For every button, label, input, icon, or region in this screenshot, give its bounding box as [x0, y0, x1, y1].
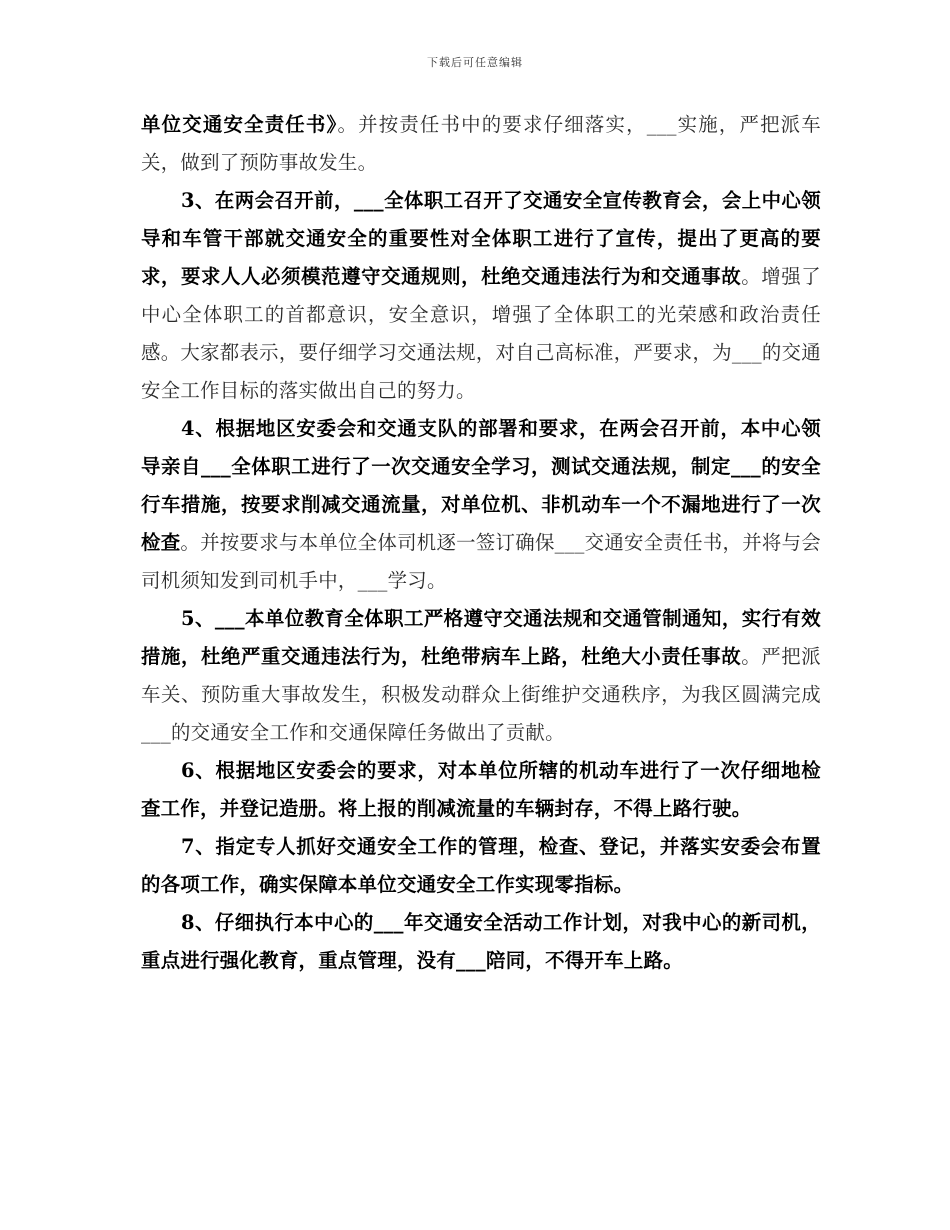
paragraph-continuation: [141, 106, 821, 182]
paragraph-item-5: [141, 600, 821, 752]
bold-text: 4、根据地区安委会和交通支队的部署和要求，在两会召开前，本中心领导亲自___全体职工进行了一次交通安全学习，测试交通法规，制定___的安全行车措施，按要求削减交通流量，对单位机、非机动车一个不漏地进行了一次检查: [141, 417, 821, 554]
paragraph-item-4: [141, 410, 821, 600]
bold-text: 单位交通安全责任书》: [141, 113, 338, 136]
paragraph-item-8: [141, 904, 821, 980]
bold-text: 7、指定专人抓好交通安全工作的管理，检查、登记，并落实安委会布置的各项工作，确实保障本单位交通安全工作实现零指标。: [141, 835, 821, 896]
normal-text: 。严把派车关、预防重大事故发生，积极发动群众上街维护交通秩序，为我区圆满完成___的交通安全工作和交通保障任务做出了贡献。: [141, 645, 821, 744]
paragraph-item-6: [141, 752, 821, 828]
page-header: 下载后可任意编辑: [427, 56, 523, 69]
bold-text: 3、在两会召开前，___全体职工召开了交通安全宣传教育会，会上中心领导和车管干部就交通安全的重要性对全体职工进行了宣传，提出了更高的要求，要求人人必须模范遵守交通规则，杜绝交通违法行为和交通事故: [141, 189, 821, 288]
paragraph-item-7: [141, 828, 821, 904]
document-body: [141, 106, 821, 980]
paragraph-item-3: [141, 182, 821, 410]
bold-text: 5、___本单位教育全体职工严格遵守交通法规和交通管制通知，实行有效措施，杜绝严重交通违法行为，杜绝带病车上路，杜绝大小责任事故: [141, 607, 821, 668]
bold-text: 6、根据地区安委会的要求，对本单位所辖的机动车进行了一次仔细地检查工作，并登记造册。将上报的削减流量的车辆封存，不得上路行驶。: [141, 759, 821, 820]
bold-text: 8、仔细执行本中心的___年交通安全活动工作计划，对我中心的新司机，重点进行强化教育，重点管理，没有___陪同，不得开车上路。: [141, 911, 821, 972]
normal-text: 。并按责任书中的要求仔细落实，___实施，严把派车关，做到了预防事故发生。: [141, 113, 821, 174]
normal-text: 。并按要求与本单位全体司机逐一签订确保___交通安全责任书，并将与会司机须知发到司机手中，___学习。: [141, 531, 821, 592]
normal-text: 。增强了中心全体职工的首都意识，安全意识，增强了全体职工的光荣感和政治责任感。大家都表示，要仔细学习交通法规，对自己高标准，严要求，为___的交通安全工作目标的落实做出自己的努力。: [141, 265, 821, 402]
